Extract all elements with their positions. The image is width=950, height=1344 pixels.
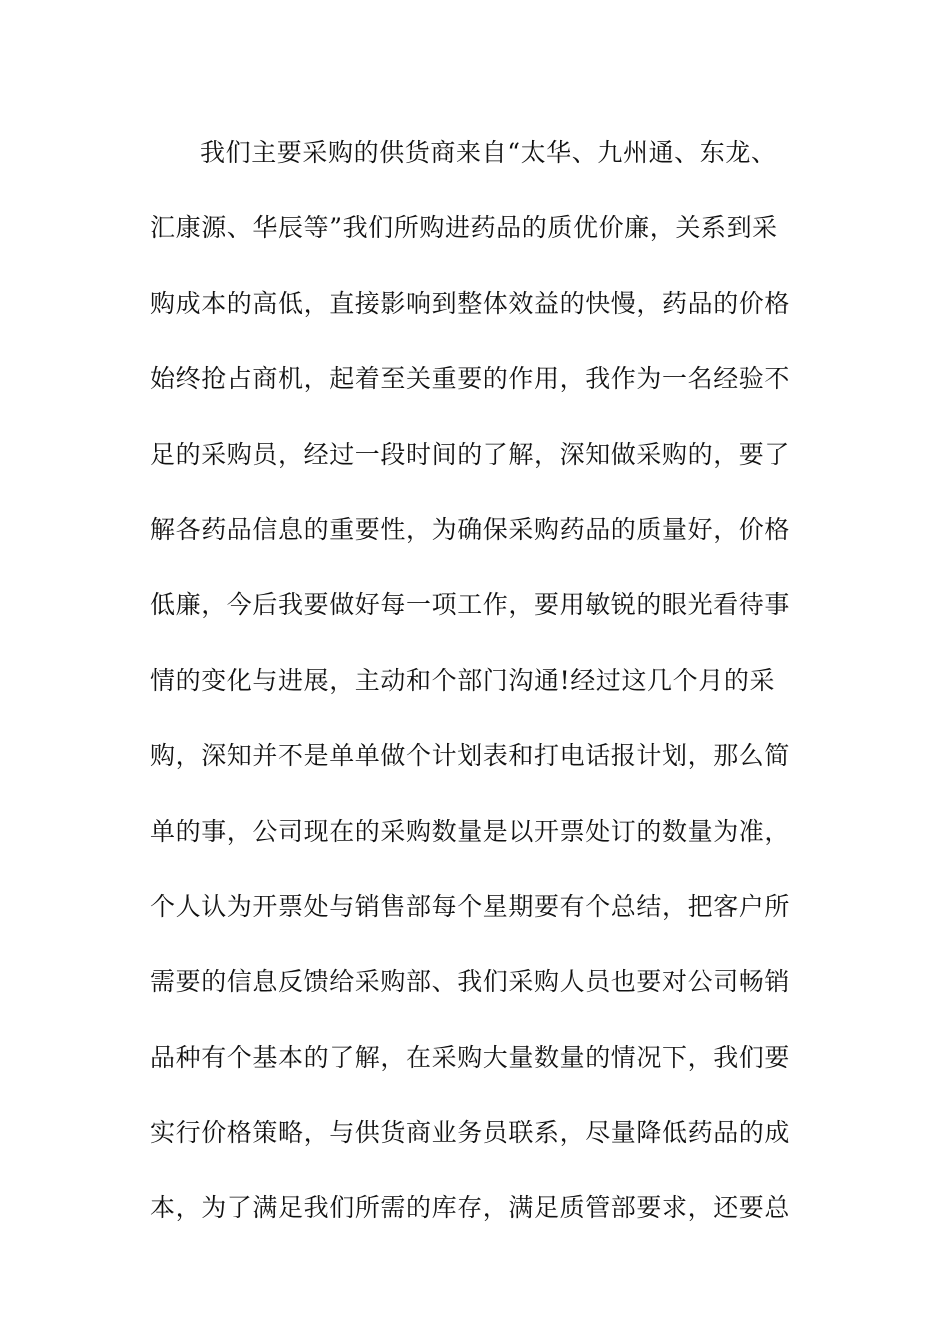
paragraph-line: 购，深知并不是单单做个计划表和打电话报计划，那么简: [150, 741, 791, 771]
paragraph-line: 我们主要采购的供货商来自“太华、九州通、东龙、: [200, 138, 777, 167]
paragraph-line: 购成本的高低，直接影响到整体效益的快慢，药品的价格: [150, 288, 791, 318]
paragraph-line: 品种有个基本的了解，在采购大量数量的情况下，我们要: [150, 1042, 791, 1072]
body-paragraph: [150, 128, 800, 1259]
paragraph-line: 本，为了满足我们所需的库存，满足质管部要求，还要总: [150, 1193, 791, 1223]
paragraph-line: 低廉，今后我要做好每一项工作，要用敏锐的眼光看待事: [150, 590, 791, 620]
paragraph-line: 单的事，公司现在的采购数量是以开票处订的数量为准，: [150, 816, 791, 846]
paragraph-line: 实行价格策略，与供货商业务员联系，尽量降低药品的成: [150, 1118, 791, 1148]
paragraph-line: 汇康源、华辰等”我们所购进药品的质优价廉，关系到采: [150, 213, 778, 243]
paragraph-line: 足的采购员，经过一段时间的了解，深知做采购的，要了: [150, 439, 791, 469]
paragraph-line: 解各药品信息的重要性，为确保采购药品的质量好，价格: [150, 514, 791, 544]
paragraph-line: 情的变化与进展，主动和个部门沟通!经过这几个月的采: [150, 665, 776, 695]
paragraph-line: 始终抢占商机，起着至关重要的作用，我作为一名经验不: [150, 364, 791, 394]
paragraph-line: 个人认为开票处与销售部每个星期要有个总结，把客户所: [150, 891, 791, 921]
paragraph-line: 需要的信息反馈给采购部、我们采购人员也要对公司畅销: [150, 967, 791, 997]
